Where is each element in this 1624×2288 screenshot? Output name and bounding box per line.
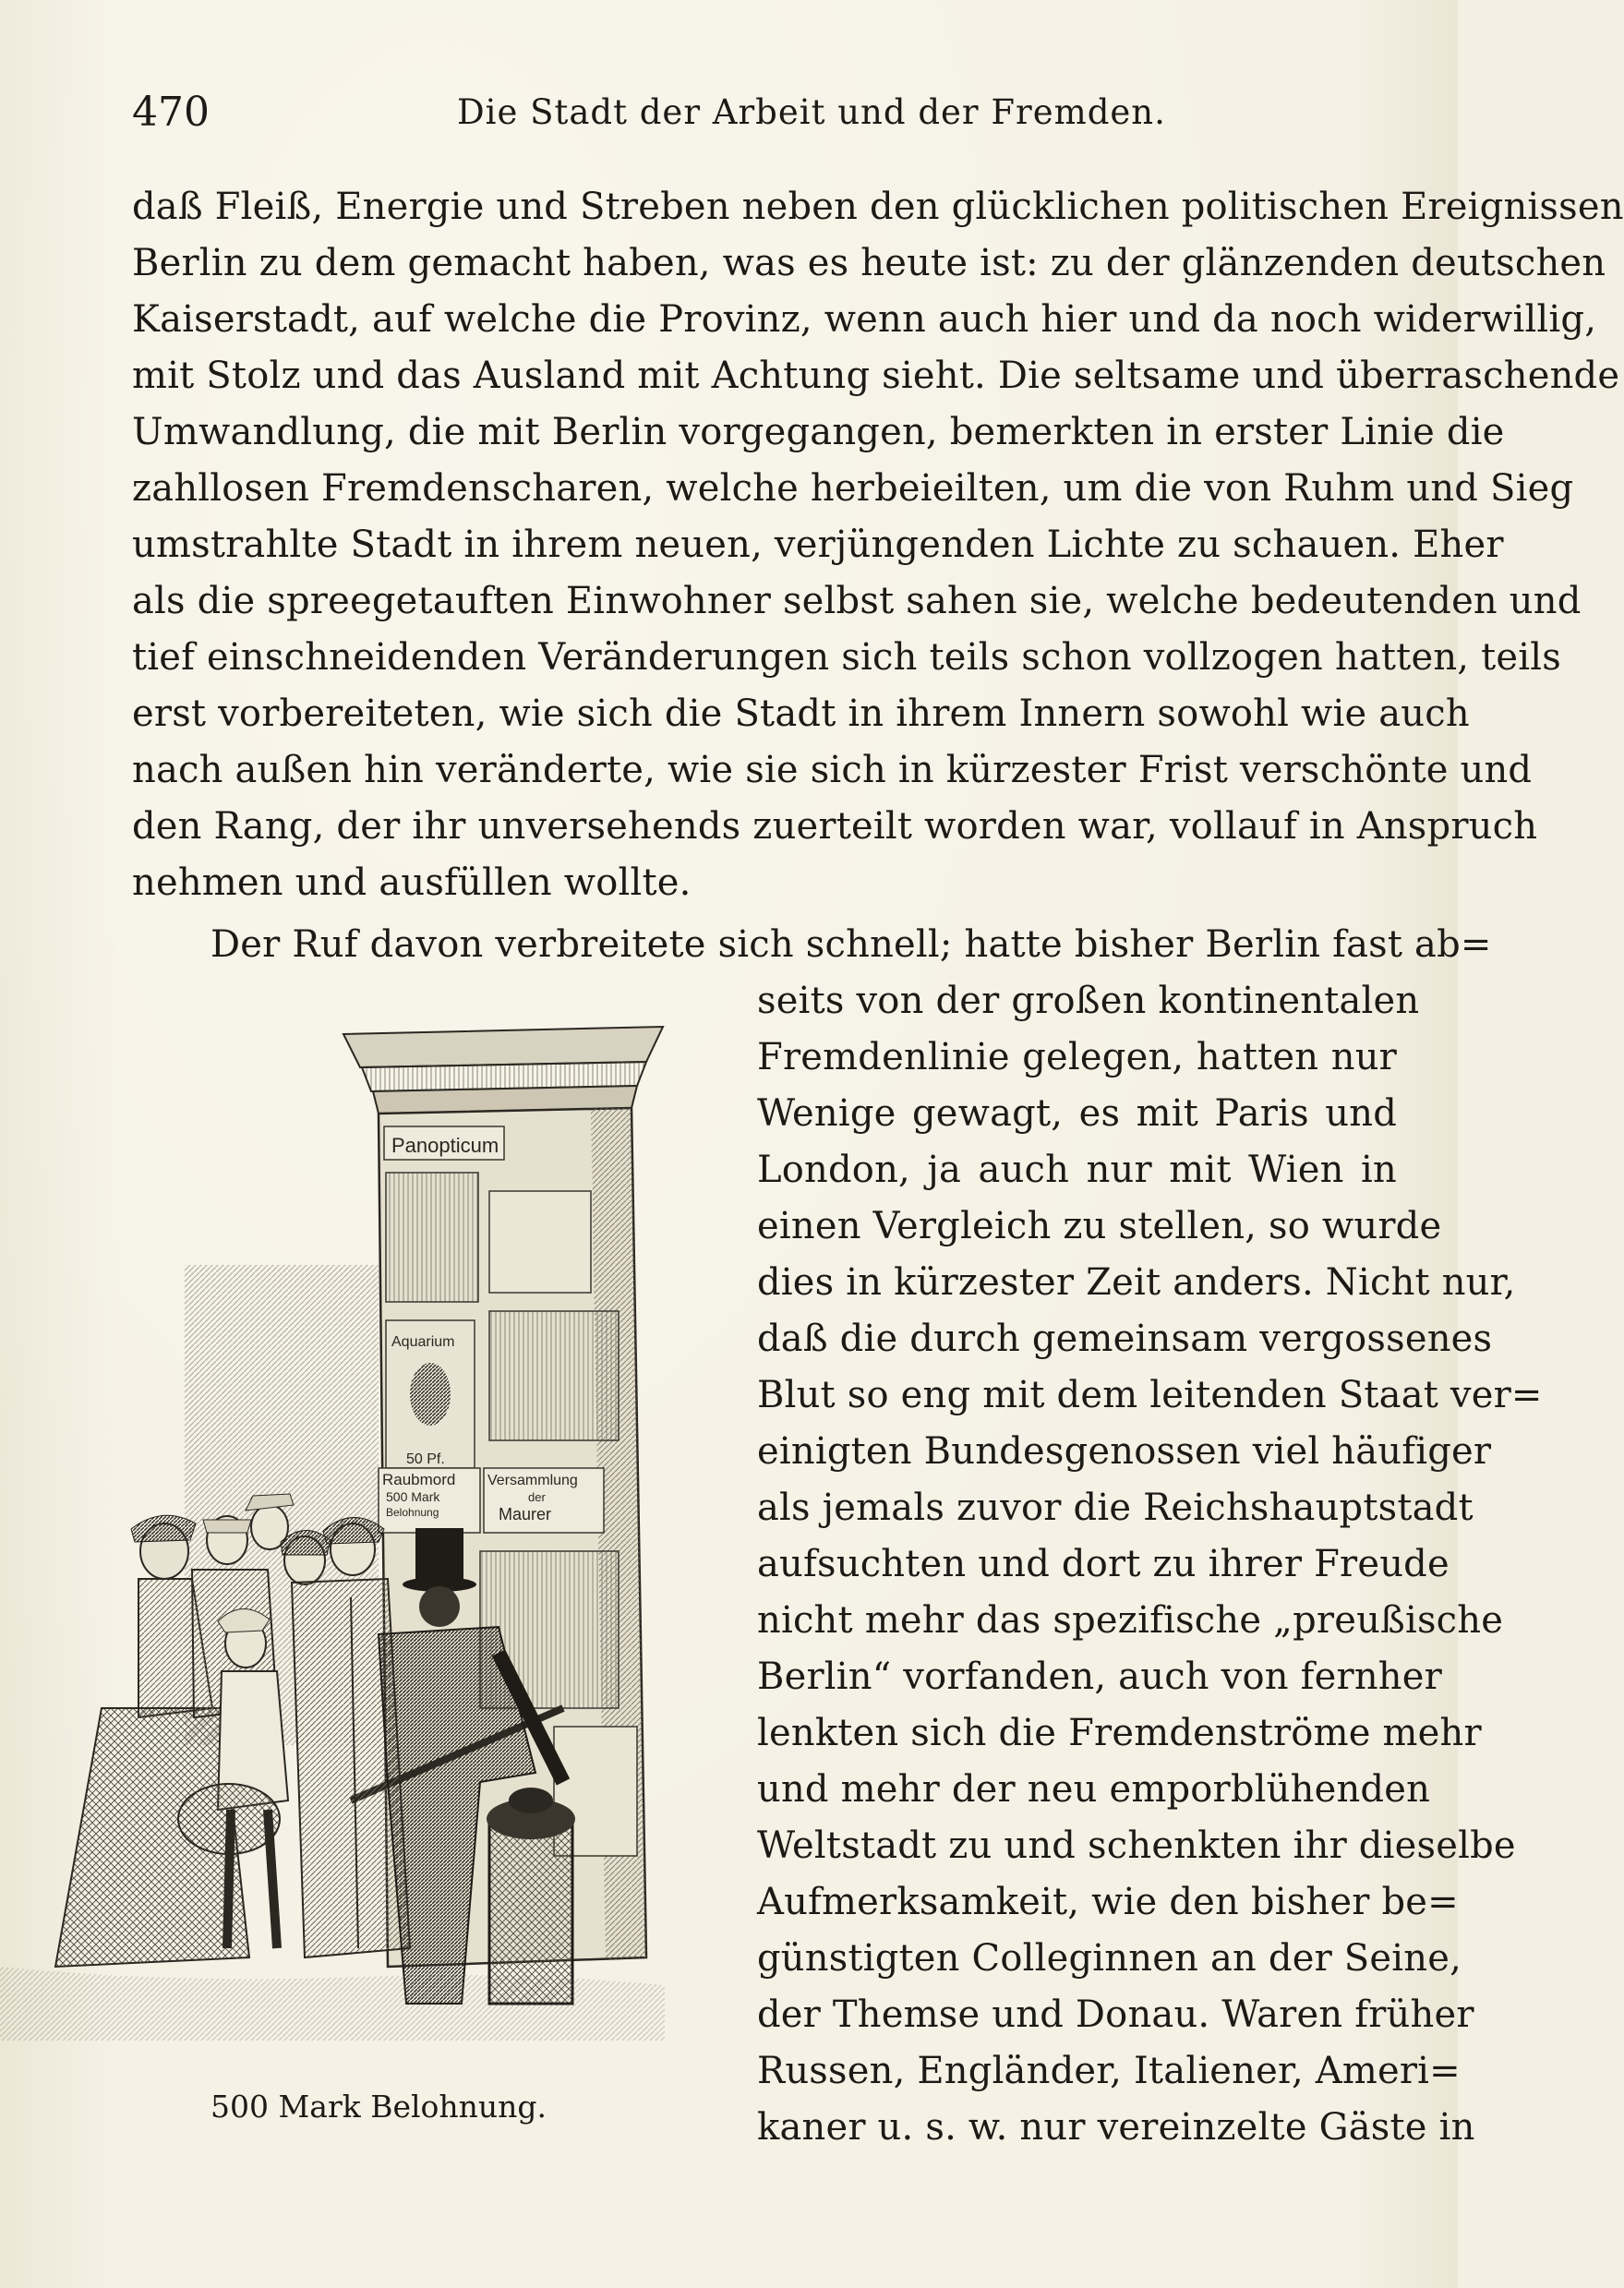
poster-raubmord-reward: Belohnung [386,1506,439,1519]
page-header [132,89,1397,144]
poster-aquarium: Aquarium [391,1334,455,1350]
text-line: Fremdenlinie gelegen, hatten nur [757,1036,1397,1078]
engraving-illustration [0,1006,674,2087]
page-number: 470 [132,89,210,136]
text-line: zahllosen Fremdenscharen, welche herbeieilten, um die von Ruhm und Sieg [132,467,1574,510]
text-line: als die spreegetauften Einwohner selbst sahen sie, welche bedeutenden und [132,580,1582,622]
text-line: Umwandlung, die mit Berlin vorgegangen, bemerkten in erster Linie die [132,411,1505,453]
text-line: Kaiserstadt, auf welche die Provinz, wenn auch hier und da noch widerwillig, [132,298,1597,341]
text-line: nach außen hin veränderte, wie sie sich in kürzester Frist verschönte und [132,749,1533,791]
text-line: aufsuchten und dort zu ihrer Freude [757,1543,1450,1585]
poster-versammlung-title: Versammlung [487,1473,578,1488]
text-line: kaner u. s. w. nur vereinzelte Gäste in [757,2106,1475,2149]
text-line: einen Vergleich zu stellen, so wurde [757,1205,1442,1247]
text-line: seits von der großen kontinentalen [757,980,1420,1022]
text-line: erst vorbereiteten, wie sich die Stadt in ihrem Innern sowohl wie auch [132,692,1470,735]
poster-versammlung-der: der [528,1490,546,1504]
text-line: daß Fleiß, Energie und Streben neben den glücklichen politischen Ereignissen [132,186,1624,228]
poster-panopticum: Panopticum [391,1134,499,1157]
poster-raubmord-amount: 500 Mark [386,1489,440,1504]
text-line: nicht mehr das spezifische „preußische [757,1599,1504,1642]
poster-price: 50 Pf. [406,1451,445,1467]
text-line: und mehr der neu emporblühenden [757,1768,1431,1811]
text-line: mit Stolz und das Ausland mit Achtung sieht. Die seltsame und überraschende [132,355,1620,397]
text-line: Berlin“ vorfanden, auch von fernher [757,1656,1442,1698]
poster-versammlung-maurer: Maurer [499,1505,552,1523]
text-line: Weltstadt zu und schenkten ihr dieselbe [757,1824,1516,1867]
poster-raubmord-title: Raubmord [382,1471,456,1488]
text-line: günstigten Colleginnen an der Seine, [757,1937,1462,1980]
illustration-advertising-column [0,1006,674,2114]
paragraph-first-line: Der Ruf davon verbreitete sich schnell; hatte bisher Berlin fast ab= [211,923,1492,966]
text-line: den Rang, der ihr unversehends zuerteilt worden war, vollauf in Anspruch [132,805,1538,848]
text-line: Aufmerksamkeit, wie den bisher be= [757,1881,1459,1923]
text-line: Russen, Engländer, Italiener, Ameri= [757,2050,1461,2092]
text-line: einigten Bundesgenossen viel häufiger [757,1430,1492,1473]
text-line: nehmen und ausfüllen wollte. [132,861,692,904]
text-line: dies in kürzester Zeit anders. Nicht nur, [757,1261,1516,1304]
figure-caption: 500 Mark Belohnung. [211,2089,547,2125]
text-line: als jemals zuvor die Reichshauptstadt [757,1487,1474,1529]
text-line: London, ja auch nur mit Wien in [757,1149,1397,1191]
text-line: lenkten sich die Fremdenströme mehr [757,1712,1482,1754]
text-line: umstrahlte Stadt in ihrem neuen, verjüngenden Lichte zu schauen. Eher [132,524,1504,566]
column-cap [343,1027,663,1114]
text-line: der Themse und Donau. Waren früher [757,1993,1474,2036]
text-line: tief einschneidenden Veränderungen sich teils schon vollzogen hatten, teils [132,636,1561,679]
text-line: Wenige gewagt, es mit Paris und [757,1092,1397,1135]
text-line: Blut so eng mit dem leitenden Staat ver= [757,1374,1543,1416]
text-line: Berlin zu dem gemacht haben, was es heute ist: zu der glänzenden deutschen [132,242,1606,284]
text-line: daß die durch gemeinsam vergossenes [757,1318,1493,1360]
running-title: Die Stadt der Arbeit und der Fremden. [457,92,1166,132]
